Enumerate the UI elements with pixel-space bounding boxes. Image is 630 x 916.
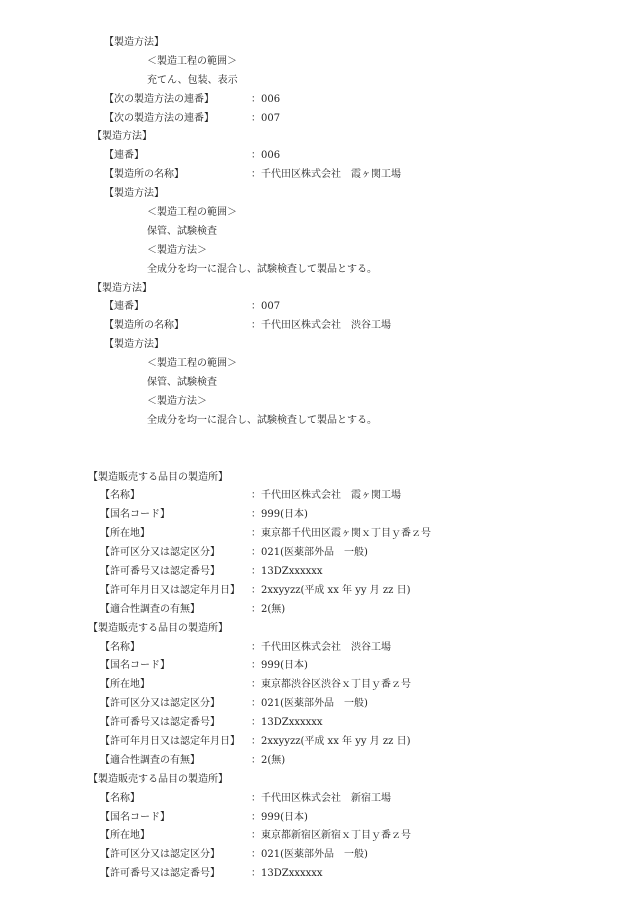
field-row [0,582,630,601]
field-label: 【国名コード】 [100,509,170,521]
field-label: 【製造方法】 [104,188,164,200]
field-label: 全成分を均一に混合し、試験検査して製品とする。 [147,414,377,426]
field-label: 【許可番号又は認定番号】 [100,565,220,577]
field-label: 【許可番号又は認定番号】 [100,868,220,880]
field-label: 【適合性調査の有無】 [100,754,200,766]
field-value: ：千代田区株式会社 渋谷工場 [251,320,391,332]
field-value: ：千代田区株式会社 霞ヶ関工場 [251,490,401,502]
field-label: 【製造販売する品目の製造所】 [88,773,228,785]
field-row [0,147,630,166]
heading-row [0,185,630,204]
heading-row [0,128,630,147]
field-value: ：2xxyyzz(平成 xx 年 yy 月 zz 日) [251,735,411,747]
field-row [0,657,630,676]
field-value: ：13DZxxxxxx [251,565,323,577]
heading-row [0,355,630,374]
field-value: ：2(無) [251,754,286,766]
field-label: 保管、試験検査 [147,225,217,237]
field-label: 【製造方法】 [92,282,152,294]
field-value: ：006 [251,150,281,162]
field-row [0,544,630,563]
field-label: 【次の製造方法の連番】 [104,112,214,124]
field-row [0,695,630,714]
field-row [0,110,630,129]
field-label: 【製造方法】 [92,131,152,143]
heading-row [0,280,630,299]
field-label: 【許可区分又は認定区分】 [100,849,220,861]
field-label: 全成分を均一に混合し、試験検査して製品とする。 [147,263,377,275]
field-label: 【国名コード】 [100,811,170,823]
field-value: ：021(医薬部外品 一般) [251,849,368,861]
field-label: 【製造所の名称】 [104,320,184,332]
field-label: 【国名コード】 [100,660,170,672]
field-row [0,91,630,110]
field-row [0,317,630,336]
heading-row [0,620,630,639]
field-value: ：千代田区株式会社 新宿工場 [251,792,391,804]
field-row [0,865,630,884]
field-label: 【許可区分又は認定区分】 [100,547,220,559]
field-label: 充てん、包装、表示 [147,74,238,86]
field-label: 【製造販売する品目の製造所】 [88,622,228,634]
field-label: 【適合性調査の有無】 [100,603,200,615]
field-value: ：007 [251,112,281,124]
field-value: ：006 [251,93,281,105]
field-row [0,487,630,506]
field-value: ：千代田区株式会社 渋谷工場 [251,641,391,653]
field-label: 【名称】 [100,490,140,502]
field-label: 【許可区分又は認定区分】 [100,698,220,710]
manufacturing-sites-section [0,469,630,885]
field-value: ：007 [251,301,281,313]
field-label: ＜製造工程の範囲＞ [147,207,237,219]
field-label: 【許可年月日又は認定年月日】 [100,584,240,596]
field-label: 【許可番号又は認定番号】 [100,717,220,729]
field-label: 【連番】 [104,150,144,162]
field-label: 保管、試験検査 [147,377,217,389]
field-label: 【名称】 [100,641,140,653]
field-value: ：13DZxxxxxx [251,868,323,880]
field-label: 【所在地】 [100,528,150,540]
field-label: 【製造販売する品目の製造所】 [88,471,228,483]
field-row [0,506,630,525]
field-label: 【名称】 [100,792,140,804]
field-label: ＜製造工程の範囲＞ [147,358,237,370]
field-label: 【所在地】 [100,679,150,691]
field-value: ：東京都渋谷区渋谷ｘ丁目ｙ番ｚ号 [251,679,411,691]
field-value: ：999(日本) [251,811,308,823]
heading-row [0,412,630,431]
heading-row [0,223,630,242]
field-label: ＜製造方法＞ [147,244,207,256]
heading-row [0,34,630,53]
field-label: ＜製造工程の範囲＞ [147,55,237,67]
field-value: ：021(医薬部外品 一般) [251,698,368,710]
heading-row [0,393,630,412]
document [0,34,630,884]
field-value: ：999(日本) [251,660,308,672]
heading-row [0,771,630,790]
field-row [0,714,630,733]
heading-row [0,204,630,223]
field-value: ：2xxyyzz(平成 xx 年 yy 月 zz 日) [251,584,411,596]
field-label: ＜製造方法＞ [147,395,207,407]
heading-row [0,53,630,72]
heading-row [0,469,630,488]
field-label: 【所在地】 [100,830,150,842]
field-value: ：東京都新宿区新宿ｘ丁目ｙ番ｚ号 [251,830,411,842]
field-label: 【次の製造方法の連番】 [104,93,214,105]
heading-row [0,72,630,91]
field-label: 【製造方法】 [104,339,164,351]
field-row [0,846,630,865]
heading-row [0,242,630,261]
heading-row [0,261,630,280]
field-label: 【製造所の名称】 [104,169,184,181]
field-row [0,601,630,620]
field-label: 【連番】 [104,301,144,313]
field-value: ：13DZxxxxxx [251,717,323,729]
manufacturing-methods-section [0,34,630,431]
field-row [0,676,630,695]
field-value: ：東京都千代田区霞ヶ関ｘ丁目ｙ番ｚ号 [251,528,431,540]
field-row [0,525,630,544]
field-row [0,298,630,317]
field-row [0,790,630,809]
field-value: ：千代田区株式会社 霞ヶ関工場 [251,169,401,181]
field-row [0,827,630,846]
field-row [0,752,630,771]
field-row [0,639,630,658]
field-row [0,733,630,752]
field-row [0,563,630,582]
field-row [0,809,630,828]
field-value: ：2(無) [251,603,286,615]
field-label: 【製造方法】 [104,37,164,48]
field-row [0,166,630,185]
field-value: ：021(医薬部外品 一般) [251,547,368,559]
heading-row [0,336,630,355]
heading-row [0,374,630,393]
field-value: ：999(日本) [251,509,308,521]
field-label: 【許可年月日又は認定年月日】 [100,735,240,747]
